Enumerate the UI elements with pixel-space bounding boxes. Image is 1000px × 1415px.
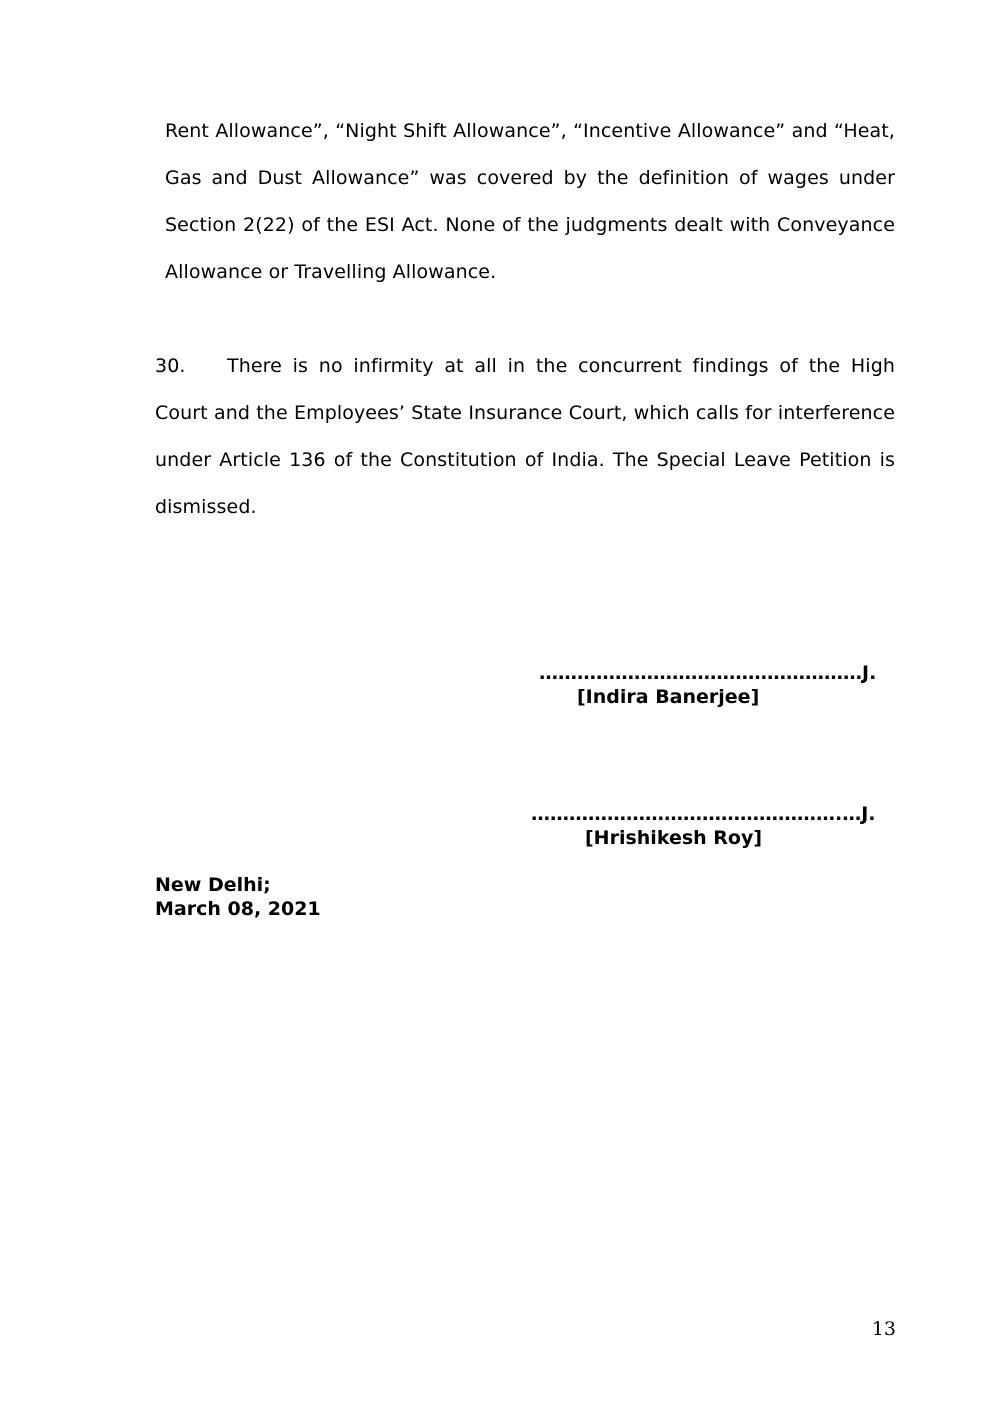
- place-date-block: [155, 873, 321, 921]
- place: New Delhi;: [155, 874, 271, 896]
- paragraph-30: [155, 343, 895, 531]
- signature-line-2: ………………………………………….…J.: [531, 803, 876, 825]
- judge-name-2: [Hrishikesh Roy]: [585, 827, 763, 849]
- paragraph-30-text: There is no infirmity at all in the concurrent findings of the High Court and the Employees’ State Insurance Court, which calls for interference under Article 136 of the Constitution of India. The Special Leave Petition is dismissed.: [155, 355, 895, 518]
- date: March 08, 2021: [155, 898, 321, 920]
- page-number: 13: [871, 1318, 896, 1340]
- paragraph-continued: Rent Allowance”, “Night Shift Allowance”, “Incentive Allowance” and “Heat, Gas and Dust Allowance” was covered by the definition of wages under Section 2(22) of the ESI Act. None of the judgments dealt with Conveyance Allowance or Travelling Allowance.: [165, 120, 895, 283]
- paragraph-number: 30.: [155, 355, 186, 377]
- judge-name-1: [Indira Banerjee]: [577, 686, 760, 708]
- signature-line-1: ……………………………………………J.: [539, 662, 877, 684]
